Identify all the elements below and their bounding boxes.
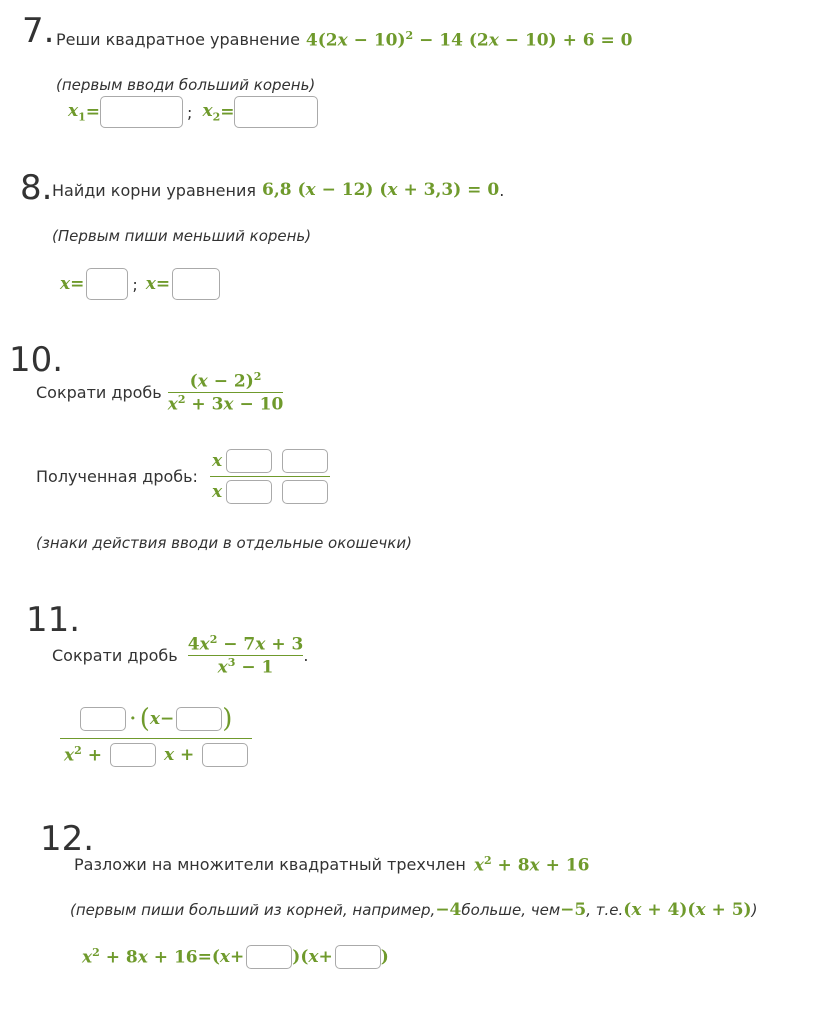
- task-7-hint: (первым вводи больший корень): [56, 76, 316, 94]
- task-10-result: [36, 449, 330, 504]
- left-paren: (: [139, 704, 150, 734]
- task-7-answers: [68, 96, 318, 128]
- task-12-polynomial: $x^2 + 8x + 16$: [473, 854, 590, 876]
- x2-label: $x_2$: [202, 100, 221, 124]
- result-fraction: [210, 449, 330, 504]
- answer-polynomial: $x^2 + 8x + 16$: [82, 946, 198, 968]
- result-den-value-input[interactable]: [282, 480, 328, 504]
- task-12-text: Разложи на множители квадратный трехчлен: [74, 855, 466, 875]
- factor-2-close: ): [380, 947, 389, 967]
- task-11-denominator: $x^3 - 1$: [217, 655, 274, 678]
- task-10-statement: [36, 370, 283, 414]
- hint-part-3: , т.е.: [586, 901, 624, 919]
- numerator-x: x: [149, 709, 161, 729]
- x2-input[interactable]: [234, 96, 318, 128]
- task-7-equation: $4(2x - 10)^2 - 14$ (2x − 10) + 6 = 0: [305, 29, 633, 51]
- hint-close-paren: ): [751, 901, 758, 919]
- denominator-linear-input[interactable]: [110, 743, 156, 767]
- result-num-value-input[interactable]: [282, 449, 328, 473]
- answer-numerator: [76, 704, 237, 738]
- factor-2-open: )(x+: [292, 947, 333, 967]
- x1-semicolon: ;: [187, 102, 193, 122]
- root-semicolon: ;: [132, 274, 138, 294]
- task-11-text: Сократи дробь: [52, 645, 178, 665]
- task-11-fraction: [188, 633, 304, 677]
- denominator-x: x +: [163, 745, 195, 765]
- result-numerator: [210, 449, 330, 476]
- multiply-dot: ·: [129, 709, 136, 729]
- x1-equals: =: [85, 102, 101, 122]
- x1-input[interactable]: [100, 96, 183, 128]
- result-num-sign-input[interactable]: [226, 449, 272, 473]
- factor-2-input[interactable]: [335, 945, 381, 969]
- factor-1-input[interactable]: [246, 945, 292, 969]
- task-10-hint: (знаки действия вводи в отдельные окошечки): [36, 534, 412, 552]
- x1-label: $x_1$: [68, 100, 86, 124]
- hint-part-1: (первым пиши больший из корней, например,: [70, 901, 436, 919]
- result-num-x: x: [211, 451, 223, 471]
- task-10-text: Сократи дробь: [36, 382, 162, 402]
- root-1-input[interactable]: [86, 268, 128, 300]
- task-11-answer: [60, 704, 252, 767]
- root-1-equals: =: [70, 274, 85, 294]
- task-10-denominator: $x^2 + 3x - 10$: [167, 392, 284, 415]
- hint-minus-4: −4: [435, 900, 462, 920]
- task-8-period: .: [499, 180, 505, 200]
- task-10-fraction: [168, 370, 284, 414]
- task-7-number: 7.: [22, 11, 55, 51]
- root-2-label: x: [145, 274, 156, 294]
- hint-factorization: (x + 4)(x + 5): [623, 900, 752, 920]
- root-2-equals: =: [155, 274, 171, 294]
- root-1-label: x: [60, 274, 71, 294]
- task-8-equation: 6,8 (x − 12) (x + 3,3) = 0: [261, 180, 500, 200]
- task-8-hint: (Первым пиши меньший корень): [52, 227, 312, 245]
- answer-denominator: [60, 739, 252, 767]
- right-paren: ): [222, 704, 233, 734]
- hint-minus-5: −5: [560, 900, 587, 920]
- task-12-answer: [82, 945, 389, 969]
- result-denominator: [210, 477, 330, 504]
- task-8-statement: [52, 180, 504, 200]
- task-10-numerator: $(x - 2)^2$: [189, 370, 262, 392]
- task-10-number: 10.: [9, 340, 64, 380]
- task-8-text: Найди корни уравнения: [52, 180, 256, 200]
- result-den-sign-input[interactable]: [226, 480, 272, 504]
- task-8-answers: [60, 268, 220, 300]
- root-2-input[interactable]: [172, 268, 220, 300]
- denominator-x-squared: $x^2$ +: [64, 744, 102, 766]
- task-11-statement: [52, 633, 308, 677]
- result-label: Полученная дробь:: [36, 467, 198, 486]
- task-8-number: 8.: [20, 168, 53, 208]
- numerator-minus: −: [160, 709, 175, 729]
- result-den-x: x: [211, 482, 223, 502]
- x2-equals: =: [220, 102, 235, 122]
- task-11-numerator: $4x^2 - 7x + 3$: [187, 633, 304, 655]
- task-11-number: 11.: [26, 600, 81, 640]
- factor-1-open: =(x+: [197, 947, 245, 967]
- hint-part-2: больше, чем: [461, 901, 561, 919]
- task-12-hint: [70, 900, 757, 920]
- denominator-constant-input[interactable]: [202, 743, 248, 767]
- task-12-number: 12.: [40, 819, 95, 859]
- task-7-text: Реши квадратное уравнение: [56, 30, 300, 50]
- numerator-root-input[interactable]: [176, 707, 222, 731]
- task-7-statement: [56, 29, 632, 51]
- task-12-statement: [74, 854, 589, 876]
- answer-fraction: [60, 704, 252, 767]
- task-11-period: .: [303, 645, 309, 665]
- numerator-coefficient-input[interactable]: [80, 707, 126, 731]
